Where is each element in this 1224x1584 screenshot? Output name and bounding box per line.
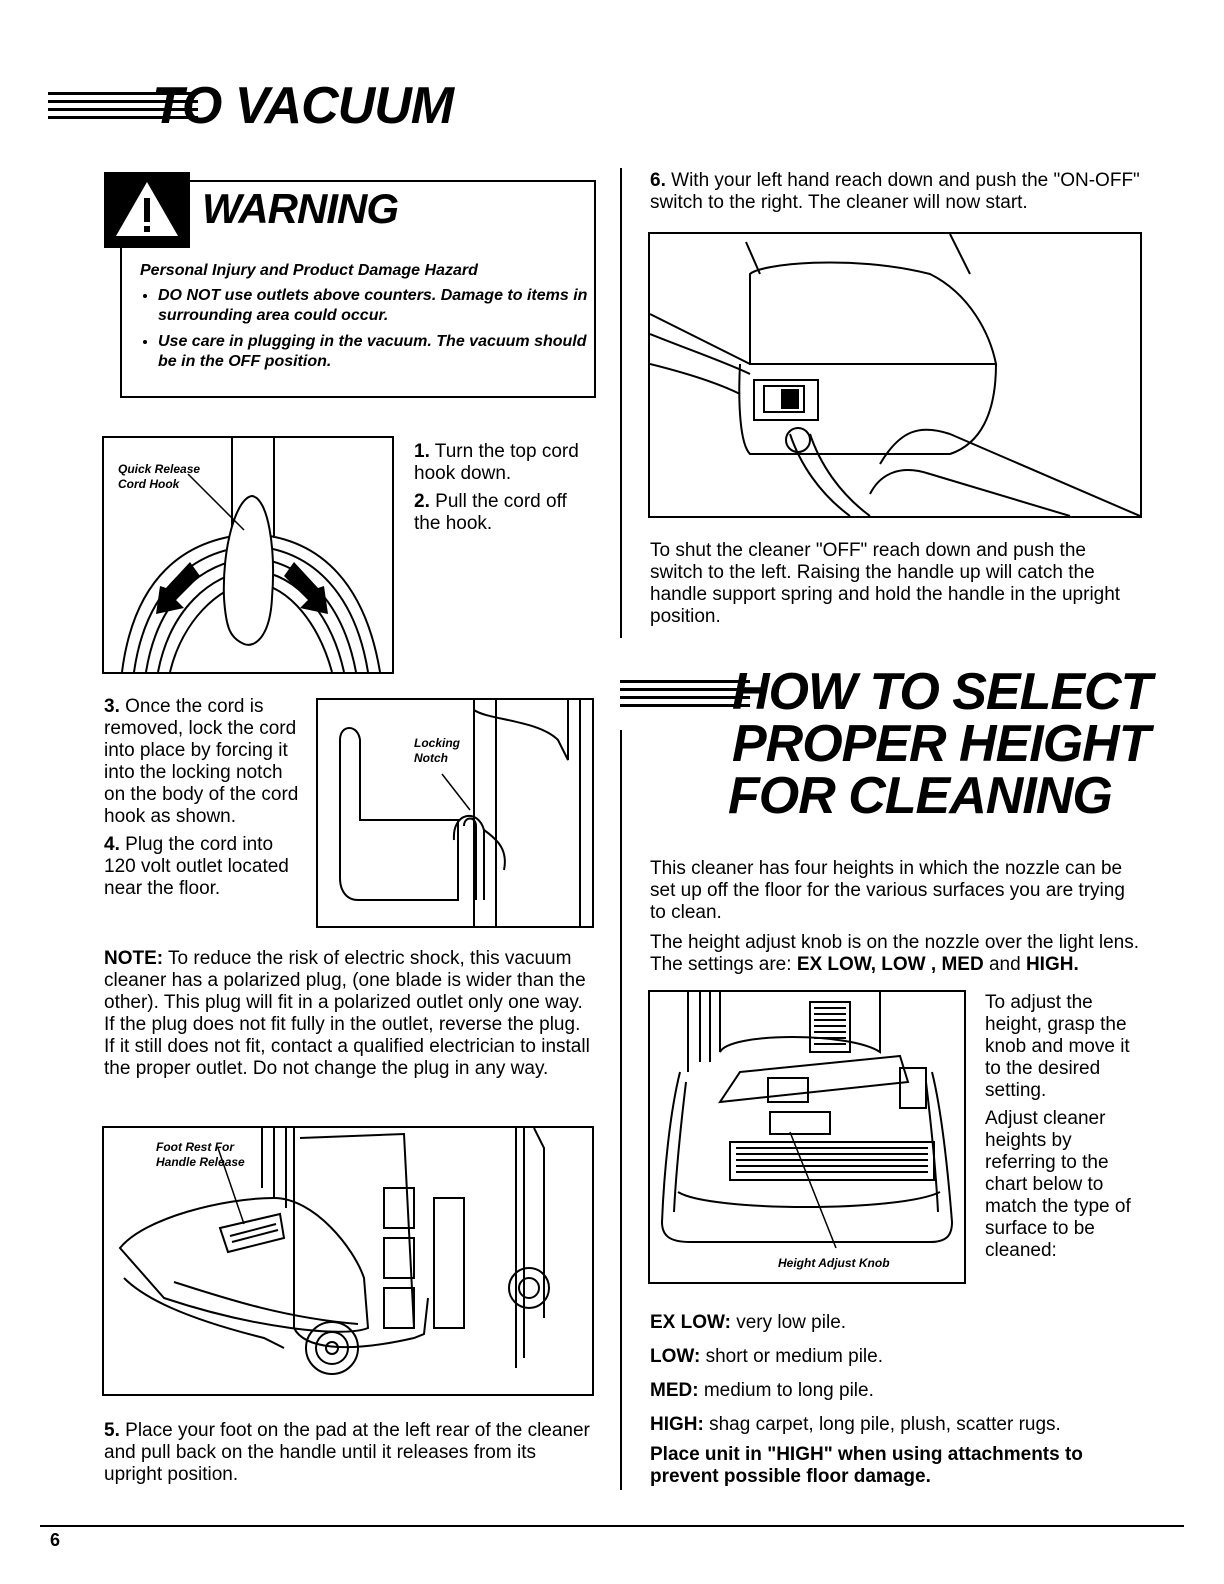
warning-triangle-icon [104, 172, 190, 248]
warning-item: • Use care in plugging in the vacuum. The vacuum should be in the OFF position. [158, 332, 588, 372]
step-2: 2. Pull the cord off the hook. [414, 491, 567, 534]
height-title-line-3: FOR CLEANING [728, 767, 1112, 825]
step-4: 4. Plug the cord into 120 volt outlet located near the floor. [104, 834, 289, 899]
footrest-caption: Foot Rest For Handle Release [156, 1140, 245, 1169]
height-knob-illustration [650, 992, 964, 1282]
height-knob-figure [648, 990, 966, 1284]
switch-illustration [650, 234, 1140, 516]
setting-low: LOW: short or medium pile. [650, 1346, 883, 1367]
warning-subtitle: Personal Injury and Product Damage Hazard [140, 262, 478, 279]
height-intro: This cleaner has four heights in which the nozzle can be set up off the floor for the various surfaces you are trying to clean. [650, 858, 1125, 923]
step-1: 1. Turn the top cord hook down. [414, 441, 579, 484]
step-3: 3. Once the cord is removed, lock the cord into place by forcing it into the locking notch on the body of the cord hook as shown. [104, 696, 299, 827]
setting-ex-low: EX LOW: very low pile. [650, 1312, 847, 1333]
steps-3-4 [104, 696, 304, 906]
setting-high: HIGH: shag carpet, long pile, plush, scatter rugs. [650, 1414, 1061, 1435]
setting-med: MED: medium to long pile. [650, 1380, 874, 1401]
note-text: To reduce the risk of electric shock, this vacuum cleaner has a polarized plug, (one blade is wider than the other). This plug will fit in a polarized outlet only one way. If the plug does not fit fully in the outlet, reverse the plug. If it still does not fit, contact a qualified electrician to install the proper outlet. Do not change the plug in any way. [104, 948, 590, 1079]
warning-item: • DO NOT use outlets above counters. Damage to items in surrounding area could occur. [158, 286, 588, 326]
column-divider-lower [620, 730, 622, 1490]
steps-1-2 [414, 441, 594, 541]
height-title-line-2: PROPER HEIGHT [732, 715, 1150, 773]
switch-figure [648, 232, 1142, 518]
column-divider [620, 168, 622, 638]
adjust-paragraph-2: Adjust cleaner heights by referring to the chart below to match the type of surface to be cleaned: [985, 1108, 1131, 1261]
step-6: 6. With your left hand reach down and push the "ON-OFF" switch to the right. The cleaner will now start. [650, 170, 1140, 213]
settings-list [650, 1312, 1142, 1448]
height-title-line-1: HOW TO SELECT [732, 663, 1152, 721]
locking-notch-illustration [318, 700, 592, 926]
adjust-paragraph-1: To adjust the height, grasp the knob and move it to the desired setting. [985, 992, 1130, 1101]
page-title: TO VACUUM [152, 77, 454, 135]
warning-icon-block [104, 172, 190, 248]
note-paragraph [104, 948, 592, 1080]
shut-off-paragraph: To shut the cleaner "OFF" reach down and push the switch to the left. Raising the handle up will catch the handle support spring and hold the handle in the upright position. [650, 540, 1121, 627]
height-knob-caption: Height Adjust Knob [778, 1256, 890, 1270]
note-label: NOTE: [104, 948, 164, 969]
adjust-text [985, 992, 1145, 1268]
footer-rule [40, 1525, 1184, 1527]
cord-hook-caption: Quick Release Cord Hook [118, 462, 201, 491]
locking-notch-figure [316, 698, 594, 928]
height-heading-rules [620, 680, 750, 712]
step-5: 5. Place your foot on the pad at the left rear of the cleaner and pull back on the handle until it releases from its upright position. [104, 1420, 590, 1485]
page-number: 6 [50, 1530, 61, 1550]
warning-list [140, 286, 588, 378]
locking-notch-caption: Locking Notch [414, 736, 461, 765]
warning-title: WARNING [202, 185, 398, 232]
height-knob-paragraph: The height adjust knob is on the nozzle over the light lens. The settings are: EX LOW, LOW , MED and HIGH. [650, 932, 1140, 975]
attachments-note: Place unit in "HIGH" when using attachments to prevent possible floor damage. [650, 1444, 1083, 1487]
